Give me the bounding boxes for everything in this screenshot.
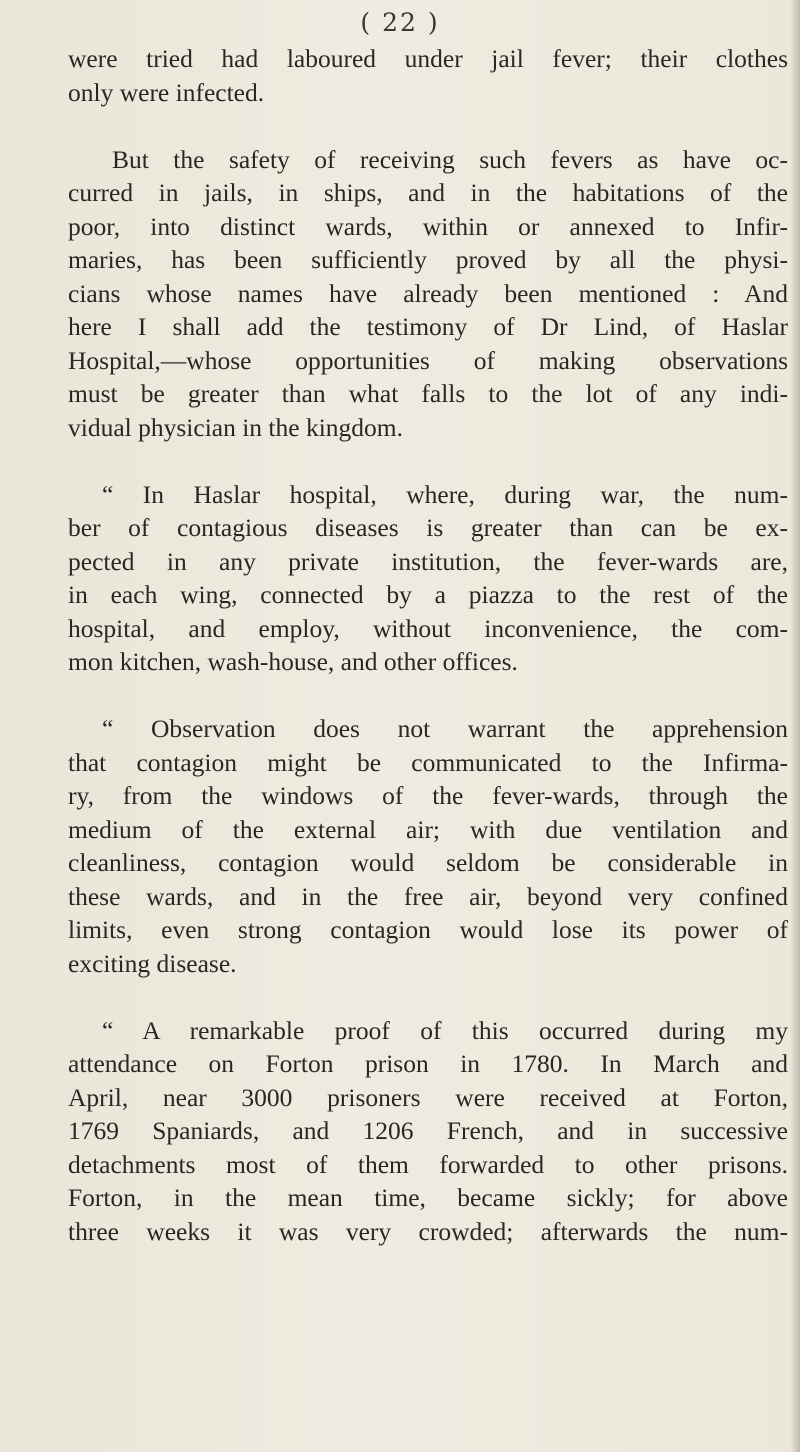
text-line: detachments most of them forwarded to other prisons. — [68, 1149, 788, 1179]
text-line: that contagion might be communicated to the Infirma- — [68, 747, 788, 777]
body-text — [68, 42, 788, 1248]
text-line: were tried had laboured under jail fever; their clothes — [68, 44, 788, 73]
text-line: three weeks it was very crowded; afterwards the num- — [68, 1216, 788, 1246]
text-line: April, near 3000 prisoners were received at Forton, — [68, 1082, 788, 1112]
text-line: only were infected. — [68, 77, 265, 107]
text-line: But the safety of receiving such fevers as have oc- — [112, 144, 788, 174]
text-line: maries, has been sufficiently proved by all the physi- — [68, 245, 788, 274]
text-line: “ A remarkable proof of this occurred during my — [102, 1015, 788, 1045]
text-line: in each wing, connected by a piazza to the rest of the — [68, 580, 788, 609]
text-line: here I shall add the testimony of Dr Lind, of Haslar — [68, 312, 788, 341]
text-line: medium of the external air; with due ventilation and — [68, 814, 788, 844]
text-line: hospital, and employ, without inconvenience, the com- — [68, 613, 788, 643]
text-line: mon kitchen, wash-house, and other offices. — [68, 647, 518, 676]
text-line: pected in any private institution, the fever-wards are, — [68, 546, 788, 576]
text-line: poor, into distinct wards, within or annexed to Infir- — [68, 211, 788, 241]
text-line: ber of contagious diseases is greater than can be ex- — [68, 513, 788, 542]
text-line: these wards, and in the free air, beyond very confined — [68, 881, 788, 911]
paragraph-gap — [68, 980, 788, 1014]
text-line: Forton, in the mean time, became sickly; for above — [68, 1183, 788, 1212]
text-line: limits, even strong contagion would lose its power of — [68, 915, 788, 944]
text-line: cleanliness, contagion would seldom be considerable in — [68, 848, 788, 877]
text-line: vidual physician in the kingdom. — [68, 412, 403, 442]
page-number: ( 22 ) — [360, 8, 440, 37]
text-line: cians whose names have already been mentioned : And — [68, 278, 788, 308]
page-edge-shadow — [790, 0, 800, 1452]
text-line: exciting disease. — [68, 948, 237, 978]
text-line: Hospital,—whose opportunities of making observations — [68, 345, 788, 375]
text-line: “ In Haslar hospital, where, during war, the num- — [102, 479, 788, 509]
text-line: “ Observation does not warrant the apprehension — [102, 714, 788, 743]
text-line: 1769 Spaniards, and 1206 French, and in successive — [68, 1116, 788, 1145]
paragraph-gap — [68, 444, 788, 478]
text-line: curred in jails, in ships, and in the habitations of the — [68, 178, 788, 207]
text-line: attendance on Forton prison in 1780. In March and — [68, 1049, 788, 1078]
paragraph-gap — [68, 109, 788, 143]
text-line: must be greater than what falls to the lot of any indi- — [68, 379, 788, 408]
paragraph-gap — [68, 679, 788, 713]
text-line: ry, from the windows of the fever-wards, through the — [68, 781, 788, 810]
